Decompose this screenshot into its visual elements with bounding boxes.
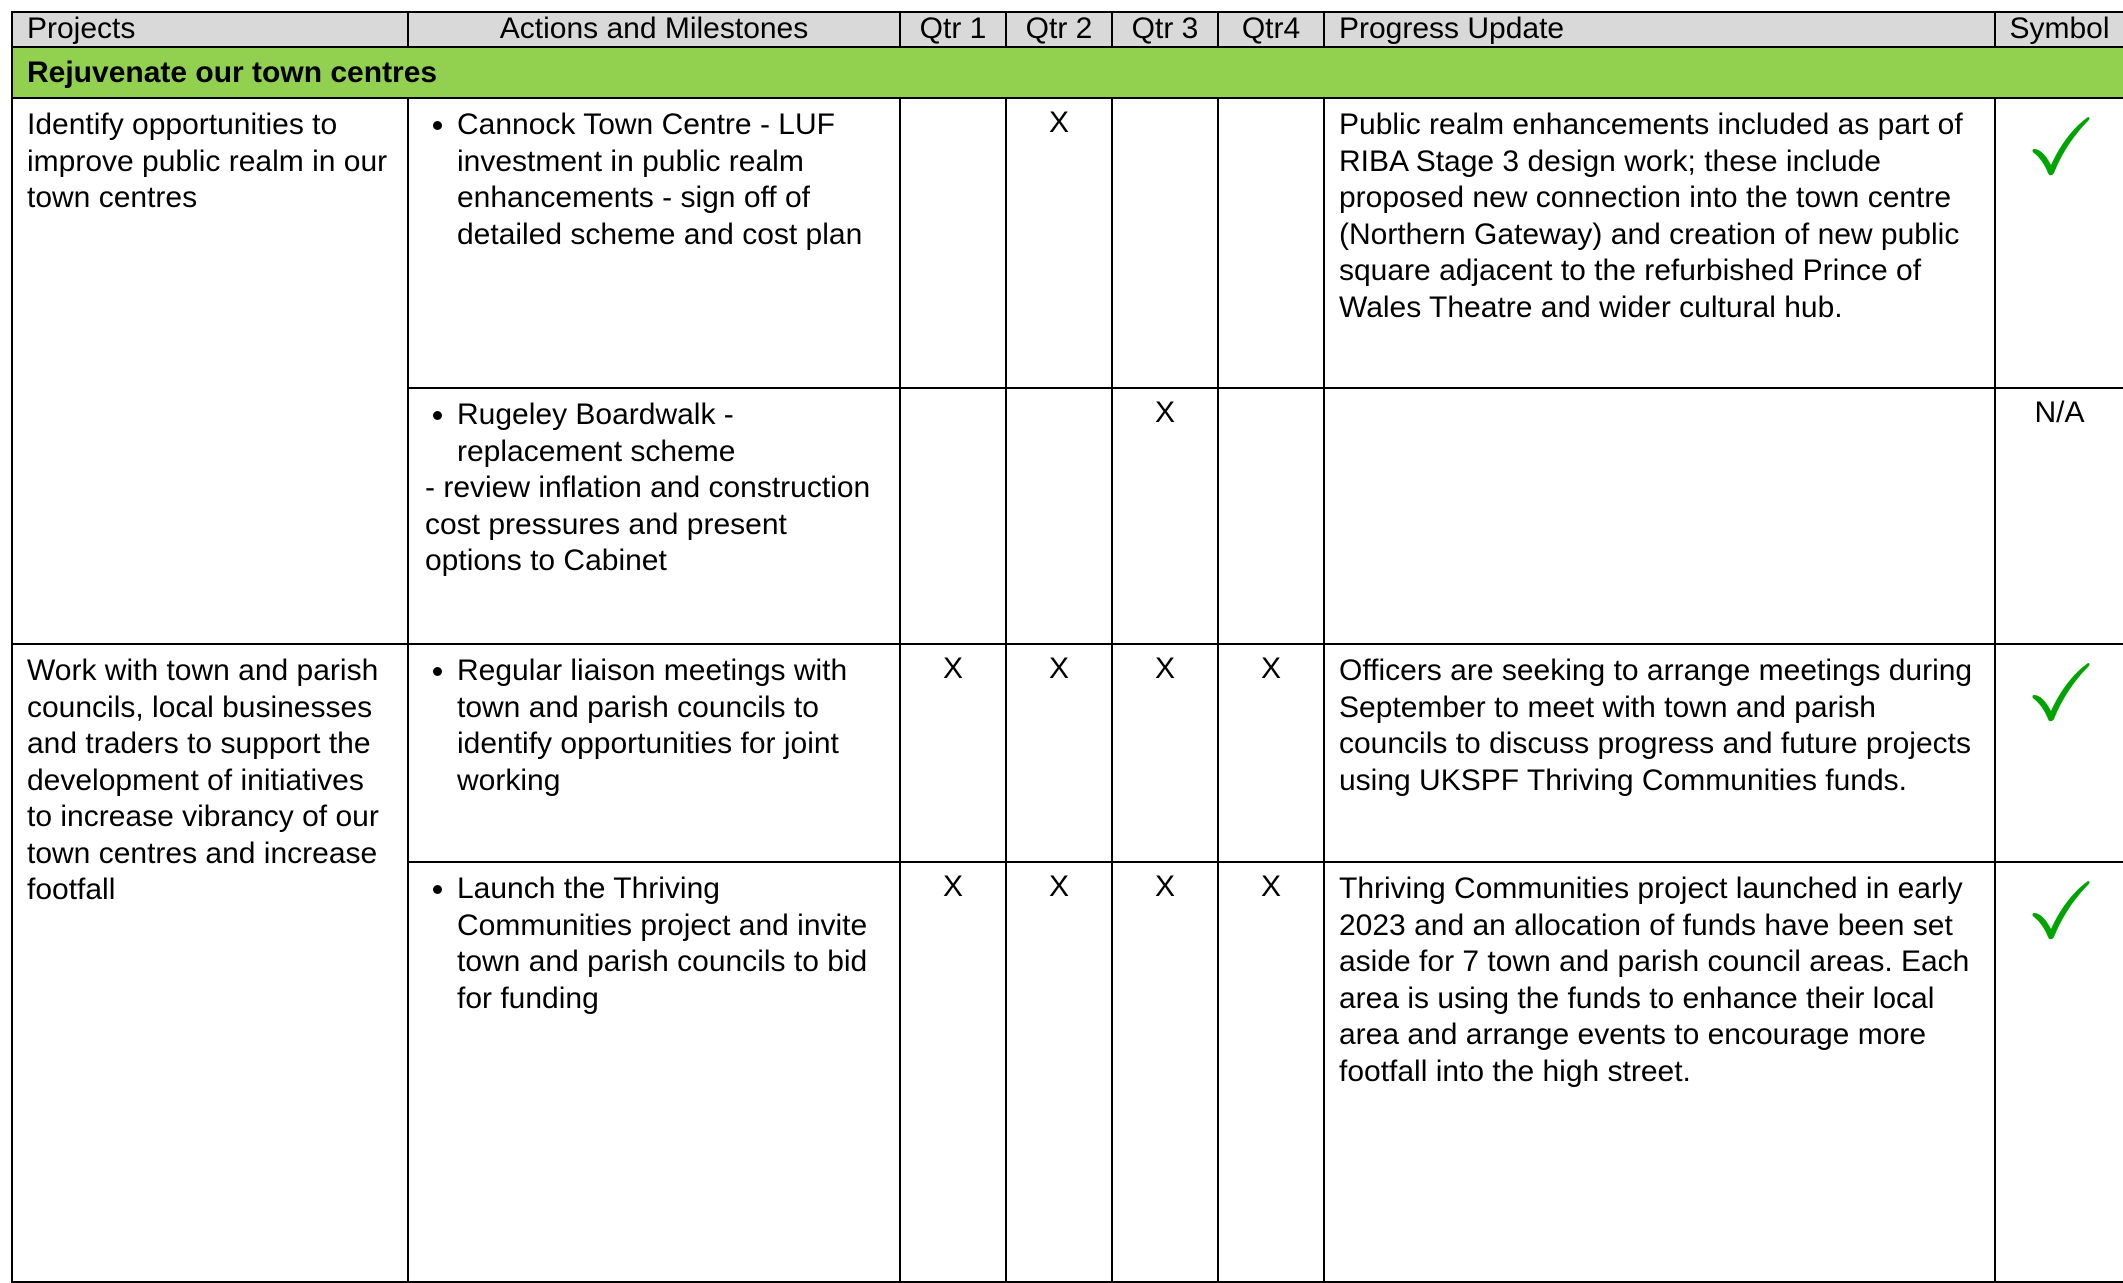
q2-cell: X bbox=[1006, 644, 1112, 862]
action-cell bbox=[408, 862, 900, 1282]
q2-cell: X bbox=[1006, 98, 1112, 388]
progress-cell: Thriving Communities project launched in early 2023 and an allocation of funds have been set aside for 7 town and parish council areas. Each area is using the funds to enhance their local area and arrange events to encourage more footfall into the high street. bbox=[1324, 862, 1995, 1282]
progress-cell bbox=[1324, 388, 1995, 644]
q1-cell bbox=[900, 98, 1006, 388]
action-item: • Launch the Thriving Communities project and invite town and parish councils to bid for funding bbox=[457, 871, 889, 1017]
q2-cell: X bbox=[1006, 862, 1112, 1282]
section-title: Rejuvenate our town centres bbox=[12, 47, 2123, 98]
header-progress: Progress Update bbox=[1324, 12, 1995, 47]
header-q2: Qtr 2 bbox=[1006, 12, 1112, 47]
symbol-cell bbox=[1995, 98, 2123, 388]
header-q3: Qtr 3 bbox=[1112, 12, 1218, 47]
header-actions: Actions and Milestones bbox=[408, 12, 900, 47]
check-icon bbox=[2028, 877, 2092, 941]
action-continuation: - review inflation and construction cost pressures and present options to Cabinet bbox=[425, 471, 871, 577]
section-row bbox=[12, 47, 2123, 98]
table-row bbox=[12, 644, 2123, 862]
action-item bbox=[457, 397, 889, 470]
header-row bbox=[12, 12, 2123, 47]
q1-cell: X bbox=[900, 644, 1006, 862]
action-line: Rugeley Boardwalk - bbox=[457, 398, 734, 431]
project-cell: Work with town and parish councils, local businesses and traders to support the development of initiatives to increase vibrancy of our town centres and increase footfall bbox=[12, 644, 408, 1282]
q3-cell: X bbox=[1112, 644, 1218, 862]
progress-cell: Officers are seeking to arrange meetings during September to meet with town and parish councils to discuss progress and future projects using UKSPF Thriving Communities funds. bbox=[1324, 644, 1995, 862]
action-cell bbox=[408, 644, 900, 862]
q4-cell: X bbox=[1218, 644, 1324, 862]
q3-cell: X bbox=[1112, 388, 1218, 644]
q1-cell: X bbox=[900, 862, 1006, 1282]
symbol-cell: N/A bbox=[1995, 388, 2123, 644]
action-item: • Regular liaison meetings with town and parish councils to identify opportunities for joint working bbox=[457, 653, 889, 799]
q3-cell: X bbox=[1112, 862, 1218, 1282]
action-item: • Cannock Town Centre - LUF investment in public realm enhancements - sign off of detailed scheme and cost plan bbox=[457, 107, 889, 253]
q4-cell bbox=[1218, 388, 1324, 644]
header-projects: Projects bbox=[12, 12, 408, 47]
action-cell bbox=[408, 98, 900, 388]
action-plan-table bbox=[11, 11, 2123, 1283]
action-cell bbox=[408, 388, 900, 644]
action-line: replacement scheme bbox=[457, 434, 736, 468]
symbol-cell bbox=[1995, 644, 2123, 862]
project-cell: Identify opportunities to improve public realm in our town centres bbox=[12, 98, 408, 644]
progress-cell: Public realm enhancements included as part of RIBA Stage 3 design work; these include proposed new connection into the town centre (Northern Gateway) and creation of new public square adjacent to the refurbished Prince of Wales Theatre and wider cultural hub. bbox=[1324, 98, 1995, 388]
q2-cell bbox=[1006, 388, 1112, 644]
q4-cell bbox=[1218, 98, 1324, 388]
header-q4: Qtr4 bbox=[1218, 12, 1324, 47]
header-symbol: Symbol bbox=[1995, 12, 2123, 47]
q3-cell bbox=[1112, 98, 1218, 388]
table-row bbox=[12, 98, 2123, 388]
check-icon bbox=[2028, 659, 2092, 723]
q1-cell bbox=[900, 388, 1006, 644]
check-icon bbox=[2028, 113, 2092, 177]
symbol-cell bbox=[1995, 862, 2123, 1282]
q4-cell: X bbox=[1218, 862, 1324, 1282]
header-q1: Qtr 1 bbox=[900, 12, 1006, 47]
